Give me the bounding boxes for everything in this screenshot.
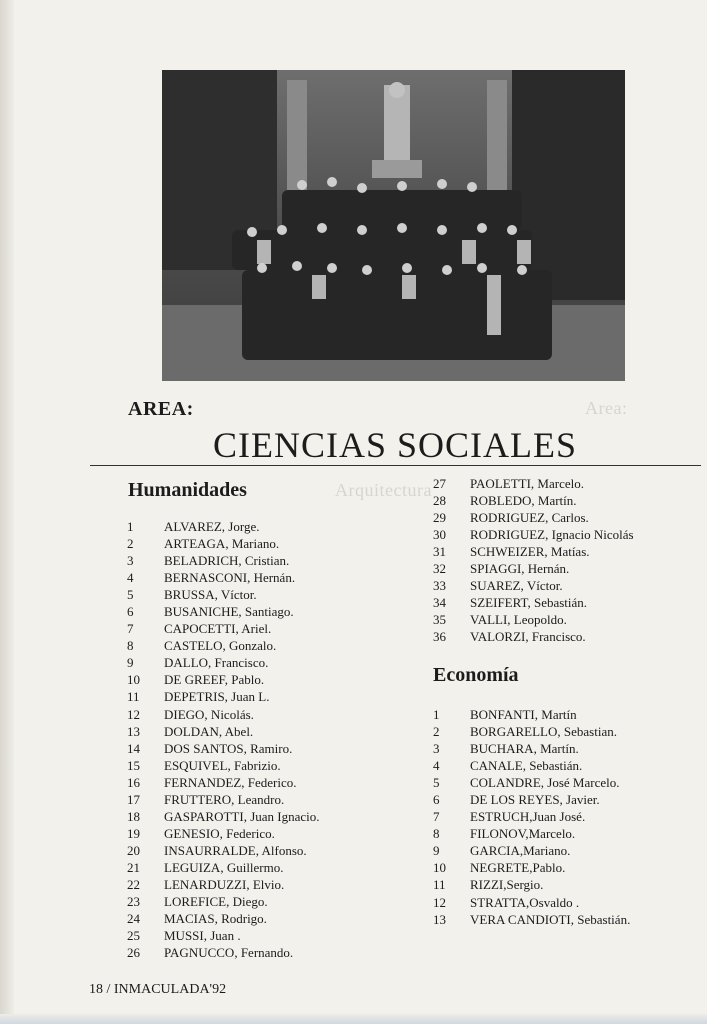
list-item-name: LOREFICE, Diego. (164, 894, 268, 910)
list-item-number: 8 (433, 826, 440, 842)
list-item-number: 2 (433, 724, 440, 740)
list-item (433, 757, 630, 774)
list-item (433, 492, 634, 509)
list-item-number: 5 (127, 587, 134, 603)
list-item (127, 688, 320, 705)
list-item (433, 808, 630, 825)
list-item (433, 876, 630, 893)
list-item (127, 518, 320, 535)
list-item-name: PAOLETTI, Marcelo. (470, 476, 584, 491)
list-item (433, 543, 634, 560)
list-item-number: 10 (127, 672, 140, 688)
list-item (127, 808, 320, 825)
list-item-name: STRATTA,Osvaldo . (470, 894, 580, 910)
list-item (433, 509, 634, 526)
list-item-number: 10 (433, 860, 446, 876)
humanidades-list (127, 518, 320, 961)
list-item-number: 3 (127, 553, 134, 569)
list-item-name: PAGNUCCO, Fernando. (164, 945, 294, 961)
list-item (127, 825, 320, 842)
list-item-number: 36 (433, 629, 446, 645)
list-item-name: FILONOV,Marcelo. (470, 826, 576, 842)
list-item-name: ALVAREZ, Jorge. (164, 519, 260, 534)
list-item-number: 4 (127, 570, 134, 586)
list-item-name: RIZZI,Sergio. (470, 877, 544, 893)
list-item-name: SZEIFERT, Sebastián. (470, 595, 588, 611)
list-item-name: RODRIGUEZ, Carlos. (470, 510, 589, 526)
list-item (127, 723, 320, 740)
list-item (433, 911, 630, 928)
bleed-through-text: Arquitectura (335, 480, 432, 500)
list-item-name: SUAREZ, Víctor. (470, 578, 563, 594)
economia-list (433, 706, 630, 928)
list-item (127, 671, 320, 688)
list-item-number: 32 (433, 561, 446, 577)
list-item-number: 24 (127, 911, 140, 927)
list-item-name: SCHWEIZER, Matías. (470, 544, 590, 560)
list-item (127, 774, 320, 791)
list-item-name: RODRIGUEZ, Ignacio Nicolás (470, 527, 634, 543)
list-item (127, 842, 320, 859)
list-item (127, 569, 320, 586)
list-item-number: 27 (433, 476, 446, 491)
list-item-number: 34 (433, 595, 446, 611)
list-item (433, 560, 634, 577)
list-item-name: MUSSI, Juan . (164, 928, 241, 944)
list-item-number: 2 (127, 536, 134, 552)
list-item-number: 11 (433, 877, 446, 893)
list-item-number: 16 (127, 774, 140, 790)
list-item (433, 791, 630, 808)
list-item-number: 33 (433, 578, 446, 594)
list-item-number: 20 (127, 842, 140, 858)
list-item (433, 894, 630, 911)
list-item (127, 859, 320, 876)
group-photo (162, 70, 625, 381)
list-item-name: BORGARELLO, Sebastian. (470, 724, 617, 740)
list-item-number: 6 (127, 604, 134, 620)
page-edge (0, 0, 14, 1024)
list-item (127, 637, 320, 654)
list-item (127, 654, 320, 671)
list-item-name: CANALE, Sebastián. (470, 758, 583, 774)
page-bottom-edge (0, 1014, 707, 1024)
list-item-name: GENESIO, Federico. (164, 825, 275, 841)
list-item-name: LENARDUZZI, Elvio. (164, 876, 285, 892)
list-item-number: 12 (127, 706, 140, 722)
list-item-name: DALLO, Francisco. (164, 655, 269, 671)
list-item (127, 603, 320, 620)
list-item (127, 876, 320, 893)
list-item (127, 893, 320, 910)
list-item-name: FERNANDEZ, Federico. (164, 774, 297, 790)
list-item (127, 620, 320, 637)
list-item-name: DOS SANTOS, Ramiro. (164, 740, 293, 756)
list-item-number: 6 (433, 792, 440, 808)
list-item (433, 628, 634, 645)
list-item (127, 535, 320, 552)
list-item-name: ARTEAGA, Mariano. (164, 536, 280, 552)
list-item-number: 18 (127, 808, 140, 824)
section-heading-humanidades: Humanidades (128, 479, 247, 501)
list-item-number: 13 (127, 723, 140, 739)
list-item-number: 25 (127, 928, 140, 944)
list-item-number: 22 (127, 876, 140, 892)
list-item-name: ROBLEDO, Martín. (470, 493, 577, 509)
list-item-number: 15 (127, 757, 140, 773)
list-item (433, 594, 634, 611)
list-item-name: BERNASCONI, Hernán. (164, 570, 296, 586)
list-item-name: ESQUIVEL, Fabrizio. (164, 757, 281, 773)
list-item-number: 14 (127, 740, 140, 756)
list-item (127, 757, 320, 774)
list-item-number: 5 (433, 775, 440, 791)
list-item (127, 706, 320, 723)
list-item-number: 19 (127, 825, 140, 841)
list-item-name: FRUTTERO, Leandro. (164, 791, 285, 807)
list-item-number: 28 (433, 493, 446, 509)
area-label: AREA: (128, 398, 194, 420)
list-item (433, 577, 634, 594)
list-item-number: 12 (433, 894, 446, 910)
list-item-number: 9 (433, 843, 440, 859)
list-item-name: BUCHARA, Martín. (470, 741, 579, 757)
area-title: CIENCIAS SOCIALES (212, 425, 578, 465)
list-item (433, 706, 630, 723)
list-item-name: DOLDAN, Abel. (164, 723, 254, 739)
list-item (433, 842, 630, 859)
list-item-name: GASPAROTTI, Juan Ignacio. (164, 808, 320, 824)
list-item-name: ESTRUCH,Juan José. (470, 809, 586, 825)
page-footer: 18 / INMACULADA'92 (89, 982, 227, 997)
list-item (433, 774, 630, 791)
list-item-name: BONFANTI, Martín (470, 707, 577, 722)
list-item-name: LEGUIZA, Guillermo. (164, 859, 284, 875)
list-item (433, 611, 634, 628)
section-heading-economia: Economía (433, 664, 519, 686)
list-item-number: 21 (127, 859, 140, 875)
list-item (433, 526, 634, 543)
list-item-name: VERA CANDIOTI, Sebastián. (470, 911, 631, 927)
list-item-name: DIEGO, Nicolás. (164, 706, 254, 722)
list-item-number: 11 (127, 689, 140, 705)
list-item-number: 35 (433, 612, 446, 628)
list-item-name: BRUSSA, Víctor. (164, 587, 257, 603)
list-item-name: DE LOS REYES, Javier. (470, 792, 600, 808)
list-item-name: INSAURRALDE, Alfonso. (164, 842, 307, 858)
list-item-name: BUSANICHE, Santiago. (164, 604, 294, 620)
list-item (127, 586, 320, 603)
list-item (433, 723, 630, 740)
list-item (433, 859, 630, 876)
list-item-name: VALLI, Leopoldo. (470, 612, 567, 628)
list-item-number: 26 (127, 945, 140, 961)
list-item-number: 1 (433, 707, 440, 722)
list-item-number: 7 (127, 621, 134, 637)
list-item (127, 944, 320, 961)
list-item-name: VALORZI, Francisco. (470, 629, 586, 645)
title-divider (90, 465, 701, 466)
list-item (127, 791, 320, 808)
list-item-number: 29 (433, 510, 446, 526)
list-item-number: 8 (127, 638, 134, 654)
list-item-number: 17 (127, 791, 140, 807)
list-item-name: DE GREEF, Pablo. (164, 672, 265, 688)
list-item (433, 475, 634, 492)
list-item-name: CAPOCETTI, Ariel. (164, 621, 272, 637)
list-item-number: 23 (127, 894, 140, 910)
list-item-number: 31 (433, 544, 446, 560)
list-item-name: SPIAGGI, Hernán. (470, 561, 570, 577)
list-item (127, 740, 320, 757)
list-item-name: GARCIA,Mariano. (470, 843, 571, 859)
humanidades-list-continued (433, 475, 634, 645)
list-item (127, 910, 320, 927)
list-item-number: 4 (433, 758, 440, 774)
list-item (433, 740, 630, 757)
list-item-name: COLANDRE, José Marcelo. (470, 775, 620, 791)
list-item-name: CASTELO, Gonzalo. (164, 638, 277, 654)
list-item (127, 927, 320, 944)
list-item-number: 13 (433, 911, 446, 927)
list-item-name: MACIAS, Rodrigo. (164, 911, 267, 927)
bleed-through-text: Area: (585, 398, 628, 418)
list-item-number: 3 (433, 741, 440, 757)
group-photo-image (162, 70, 625, 381)
list-item (433, 825, 630, 842)
list-item-name: NEGRETE,Pablo. (470, 860, 566, 876)
list-item-number: 1 (127, 519, 134, 534)
list-item (127, 552, 320, 569)
list-item-name: BELADRICH, Cristian. (164, 553, 290, 569)
list-item-number: 30 (433, 527, 446, 543)
list-item-number: 7 (433, 809, 440, 825)
list-item-name: DEPETRIS, Juan L. (164, 689, 270, 705)
list-item-number: 9 (127, 655, 134, 671)
